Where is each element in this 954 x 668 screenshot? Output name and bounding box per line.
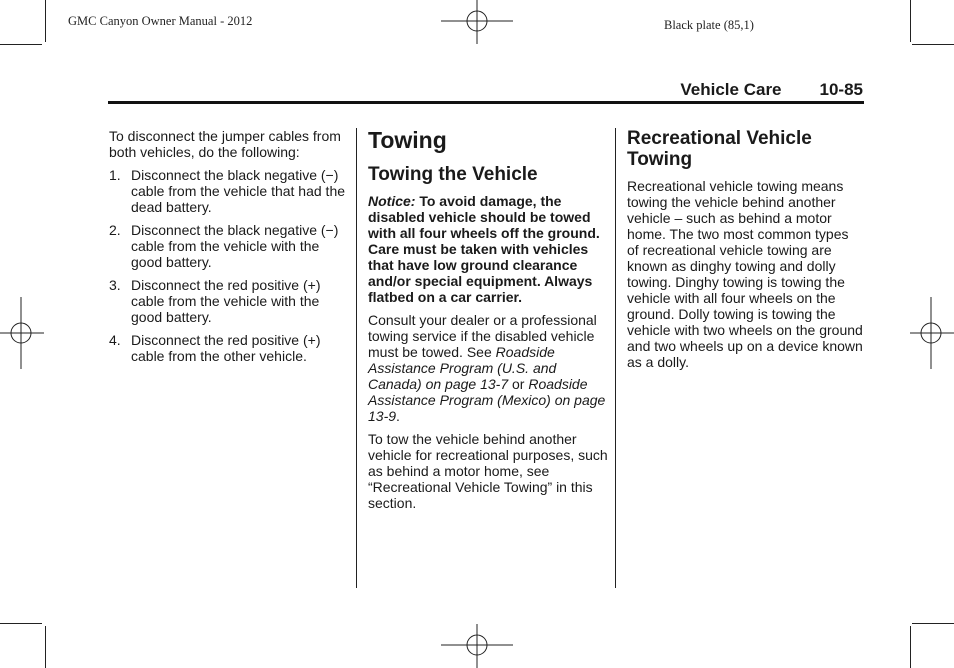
body-paragraph: To tow the vehicle behind another vehicle for recreational purposes, such as behind a motor home, see “Recreational Vehicle Towing” in this section. xyxy=(368,431,608,511)
text-run: or xyxy=(508,376,529,392)
body-paragraph xyxy=(368,312,608,424)
list-item xyxy=(109,332,347,364)
step-number: 3. xyxy=(109,277,121,293)
crop-mark xyxy=(910,0,911,42)
step-number: 1. xyxy=(109,167,121,183)
crop-mark xyxy=(45,626,46,668)
notice-paragraph xyxy=(368,193,608,305)
step-text: Disconnect the red positive (+) cable from the vehicle with the good battery. xyxy=(131,277,321,325)
steps-list xyxy=(109,167,347,364)
step-number: 2. xyxy=(109,222,121,238)
text-run: Consult your dealer or a professional towing service if the disabled vehicle must be towed. See xyxy=(368,312,597,360)
plate-title: GMC Canyon Owner Manual - 2012 xyxy=(68,14,253,28)
crop-mark xyxy=(912,44,954,45)
cross-reference-link[interactable]: Roadside Assistance Program (Mexico) on page 13-9 xyxy=(368,376,606,424)
registration-mark-icon xyxy=(0,297,44,369)
column-divider xyxy=(356,128,357,588)
section-name: Vehicle Care xyxy=(680,80,782,99)
plate-number: Black plate (85,1) xyxy=(664,18,754,32)
intro-paragraph: To disconnect the jumper cables from both vehicles, do the following: xyxy=(109,128,341,160)
header-rule xyxy=(108,101,864,104)
step-text: Disconnect the red positive (+) cable from the other vehicle. xyxy=(131,332,321,364)
page-number: 10-85 xyxy=(819,80,863,99)
registration-mark-icon xyxy=(910,297,954,369)
subsection-title: Recreational Vehicle Towing xyxy=(627,128,812,170)
cross-reference-link[interactable]: Roadside Assistance Program (U.S. and Canada) on page 13-7 xyxy=(368,344,557,392)
registration-mark-icon xyxy=(441,0,513,44)
crop-mark xyxy=(45,0,46,42)
column-2 xyxy=(368,128,608,518)
column-1 xyxy=(109,128,347,371)
column-divider xyxy=(615,128,616,588)
registration-mark-icon xyxy=(441,624,513,668)
step-number: 4. xyxy=(109,332,121,348)
subsection-title: Towing the Vehicle xyxy=(368,164,538,185)
body-paragraph: Recreational vehicle towing means towing the vehicle behind another vehicle – such as behind a motor home. The two most common types of recreational vehicle towing are known as dinghy towing and dolly towing. Dinghy towing is towing the vehicle with all four wheels on the ground. Dolly towing is towing the vehicle with two wheels on the ground and two wheels up on a device known as a dolly. xyxy=(627,178,863,370)
notice-label: Notice: xyxy=(368,193,416,209)
text-run: . xyxy=(396,408,400,424)
notice-text: To avoid damage, the disabled vehicle should be towed with all four wheels off the ground. Care must be taken with vehicles that have low ground clearance and/or special equipment. Always flatbed on a car carrier. xyxy=(368,193,600,305)
list-item xyxy=(109,222,347,270)
crop-mark xyxy=(910,626,911,668)
crop-mark xyxy=(912,623,954,624)
column-3 xyxy=(627,128,863,377)
step-text: Disconnect the black negative (−) cable from the vehicle that had the dead battery. xyxy=(131,167,346,215)
crop-mark xyxy=(0,623,42,624)
list-item xyxy=(109,277,347,325)
list-item xyxy=(109,167,347,215)
running-header xyxy=(680,80,863,100)
step-text: Disconnect the black negative (−) cable from the vehicle with the good battery. xyxy=(131,222,339,270)
crop-mark xyxy=(0,44,42,45)
section-title: Towing xyxy=(368,127,447,153)
